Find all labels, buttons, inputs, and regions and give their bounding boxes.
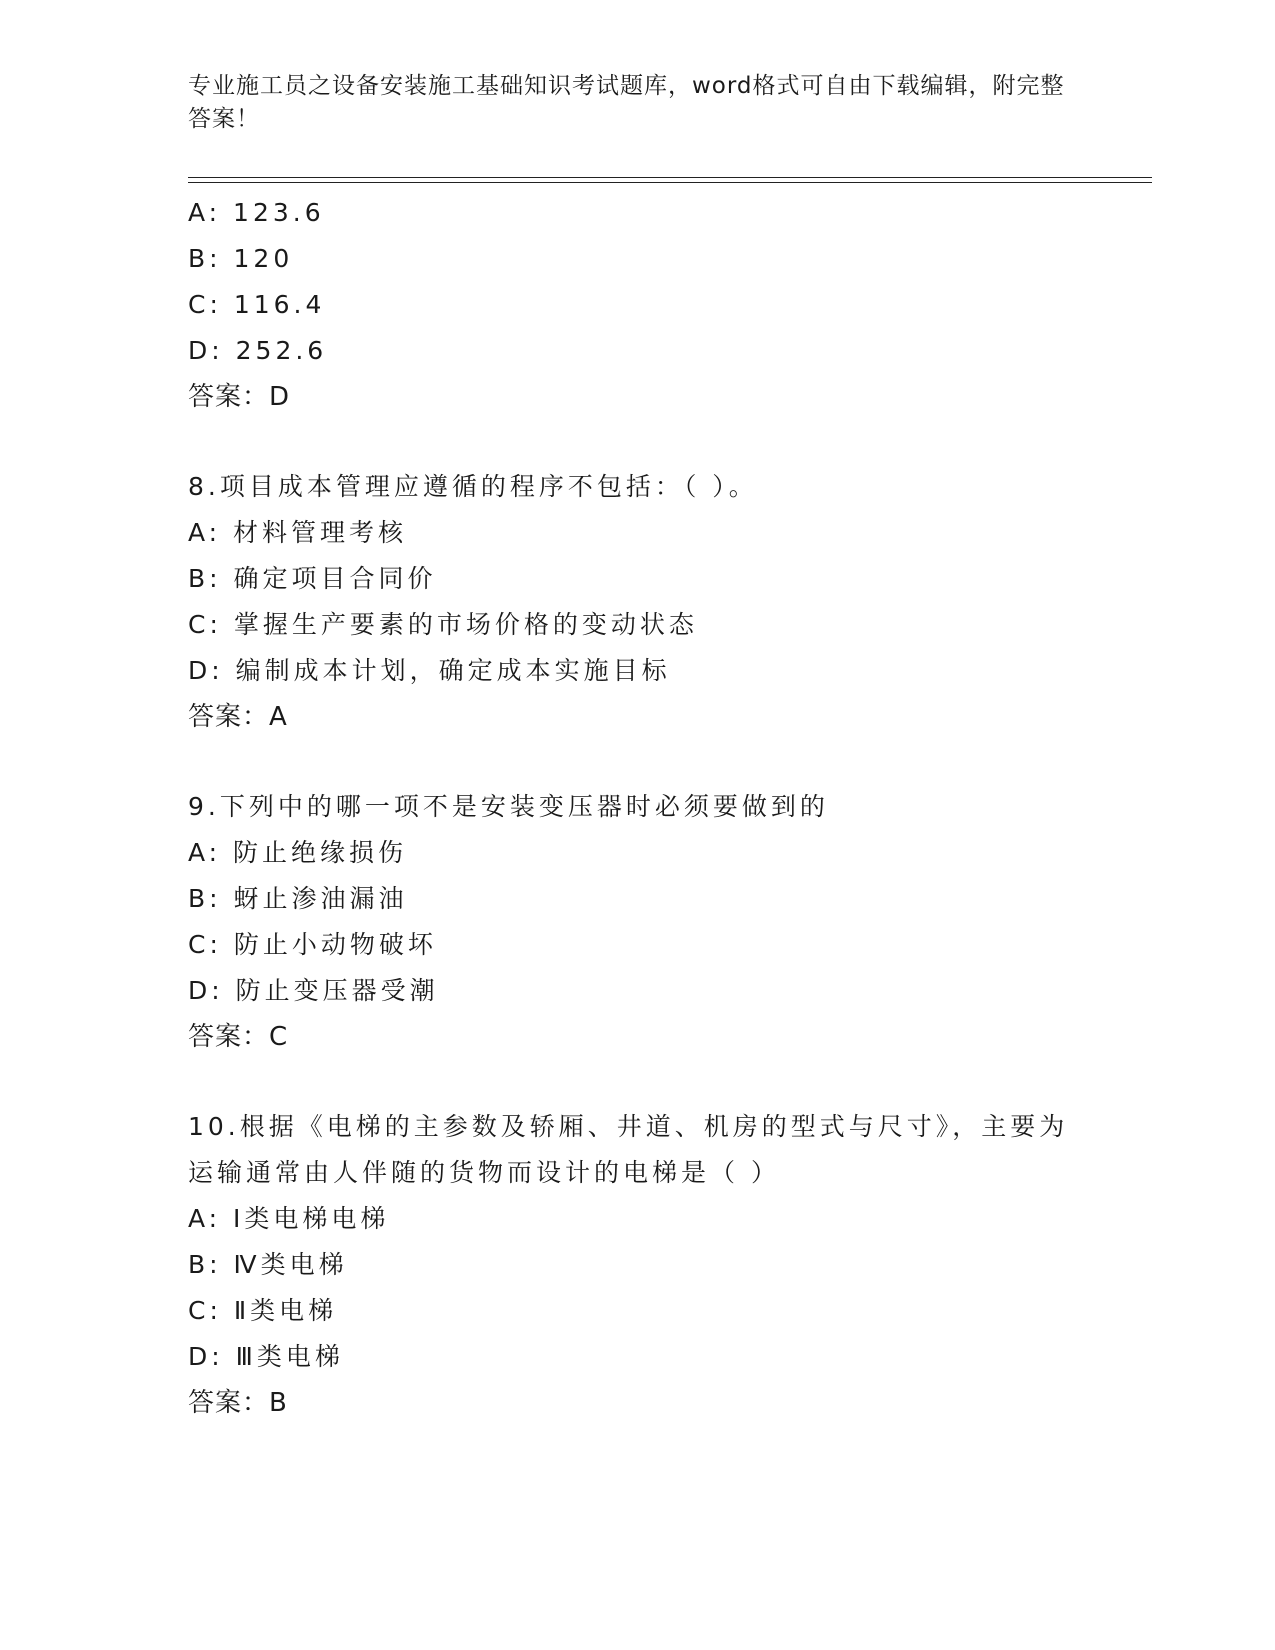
question-7-continued	[188, 190, 1088, 420]
answer-line: 答案：C	[188, 1022, 289, 1052]
option-b: B: 120	[188, 244, 294, 273]
answer-line: 答案：D	[188, 382, 291, 412]
header-divider-bottom	[188, 182, 1152, 183]
option-d: D: 编制成本计划，确定成本实施目标	[188, 656, 671, 685]
option-c: C: 防止小动物破坏	[188, 930, 437, 959]
question-9	[188, 784, 1088, 1060]
option-a: A: 材料管理考核	[188, 518, 408, 547]
answer-line: 答案：B	[188, 1388, 288, 1418]
document-header: 专业施工员之设备安装施工基础知识考试题库，word格式可自由下载编辑，附完整答案！	[188, 73, 1065, 132]
option-c: C: Ⅱ类电梯	[188, 1296, 338, 1325]
option-d: D: 防止变压器受潮	[188, 976, 439, 1005]
question-8	[188, 464, 1088, 740]
answer-line: 答案：A	[188, 702, 288, 732]
option-d: D: Ⅲ类电梯	[188, 1342, 344, 1371]
option-a: A: 防止绝缘损伤	[188, 838, 408, 867]
option-b: B: 蚜止渗油漏油	[188, 884, 408, 913]
option-b: B: 确定项目合同价	[188, 564, 437, 593]
question-10	[188, 1104, 1088, 1426]
question-title: 10.根据《电梯的主参数及轿厢、井道、机房的型式与尺寸》，主要为运输通常由人伴随的货物而设计的电梯是（ ）	[188, 1112, 1069, 1187]
header-divider-top	[188, 177, 1152, 178]
option-a: A: Ⅰ类电梯电梯	[188, 1204, 390, 1233]
option-a: A: 123.6	[188, 198, 325, 227]
option-d: D: 252.6	[188, 336, 328, 365]
option-c: C: 116.4	[188, 290, 326, 319]
question-title: 9.下列中的哪一项不是安装变压器时必须要做到的	[188, 792, 829, 821]
question-title: 8.项目成本管理应遵循的程序不包括：（ ）。	[188, 472, 758, 501]
option-b: B: Ⅳ类电梯	[188, 1250, 348, 1279]
option-c: C: 掌握生产要素的市场价格的变动状态	[188, 610, 698, 639]
question-list	[188, 190, 1088, 1426]
